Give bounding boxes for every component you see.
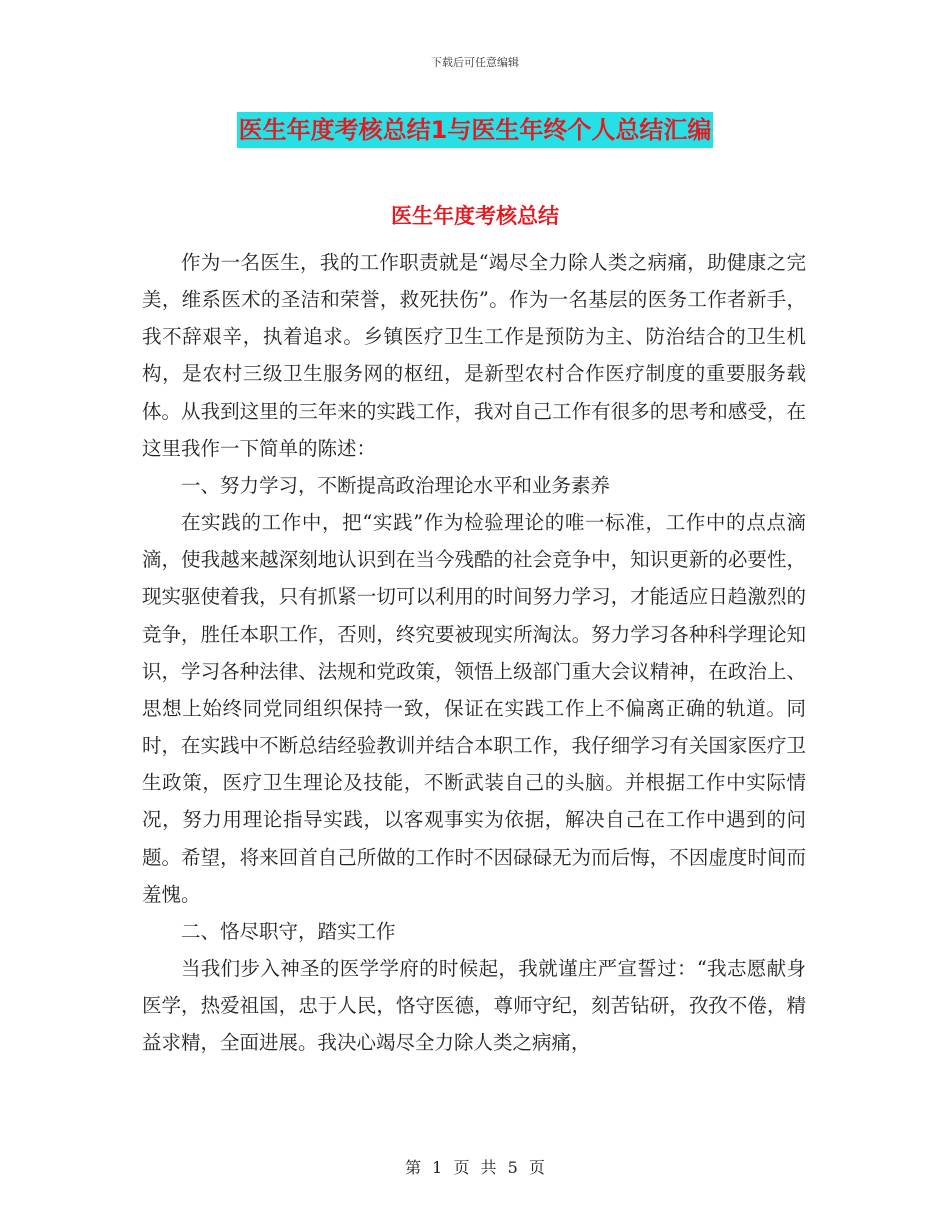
paragraph-intro: 作为一名医生，我的工作职责就是“竭尽全力除人类之病痛，助健康之完美，维系医术的圣洁和荣誉，救死扶伤”。作为一名基层的医务工作者新手，我不辞艰辛，执着追求。乡镇医疗卫生工作是预防为主、防治结合的卫生机构，是农村三级卫生服务网的枢纽，是新型农村合作医疗制度的重要服务载体。从我到这里的三年来的实践工作，我对自己工作有很多的思考和感受，在这里我作一下简单的陈述： <box>142 251 806 460</box>
page-footer: 第 1 页 共 5 页 <box>405 1158 545 1177</box>
paragraph-study: 在实践的工作中，把“实践”作为检验理论的唯一标准，工作中的点点滴滴，使我越来越深刻地认识到在当今残酷的社会竞争中，知识更新的必要性，现实驱使着我，只有抓紧一切可以利用的时间努力学习，才能适应日趋激烈的竞争，胜任本职工作，否则，终究要被现实所淘汰。努力学习各种科学理论知识，学习各种法律、法规和党政策，领悟上级部门重大会议精神，在政治上、思想上始终同党同组织保持一致，保证在实践工作上不偏离正确的轨道。同时，在实践中不断总结经验教训并结合本职工作，我仔细学习有关国家医疗卫生政策，医疗卫生理论及技能，不断武装自己的头脑。并根据工作中实际情况，努力用理论指导实践，以客观事实为依据，解决自己在工作中遇到的问题。希望，将来回首自己所做的工作时不因碌碌无为而后悔，不因虚度时间而羞愧。 <box>142 511 806 906</box>
document-main-title: 医生年度考核总结1与医生年终个人总结汇编 <box>237 112 714 148</box>
section-title: 医生年度考核总结 <box>391 204 559 228</box>
paragraph-oath: 当我们步入神圣的医学学府的时候起，我就谨庄严宣誓过：“我志愿献身医学，热爱祖国，忠于人民，恪守医德，尊师守纪，刻苦钻研，孜孜不倦，精益求精，全面进展。我决心竭尽全力除人类之病痛， <box>142 956 806 1055</box>
document-body <box>142 244 806 1061</box>
heading-section-one: 一、努力学习，不断提高政治理论水平和业务素养 <box>181 473 611 497</box>
main-title-container <box>0 112 950 148</box>
heading-section-two: 二、恪尽职守，踏实工作 <box>181 919 396 943</box>
page-header-note: 下载后可任意编辑 <box>431 56 519 69</box>
